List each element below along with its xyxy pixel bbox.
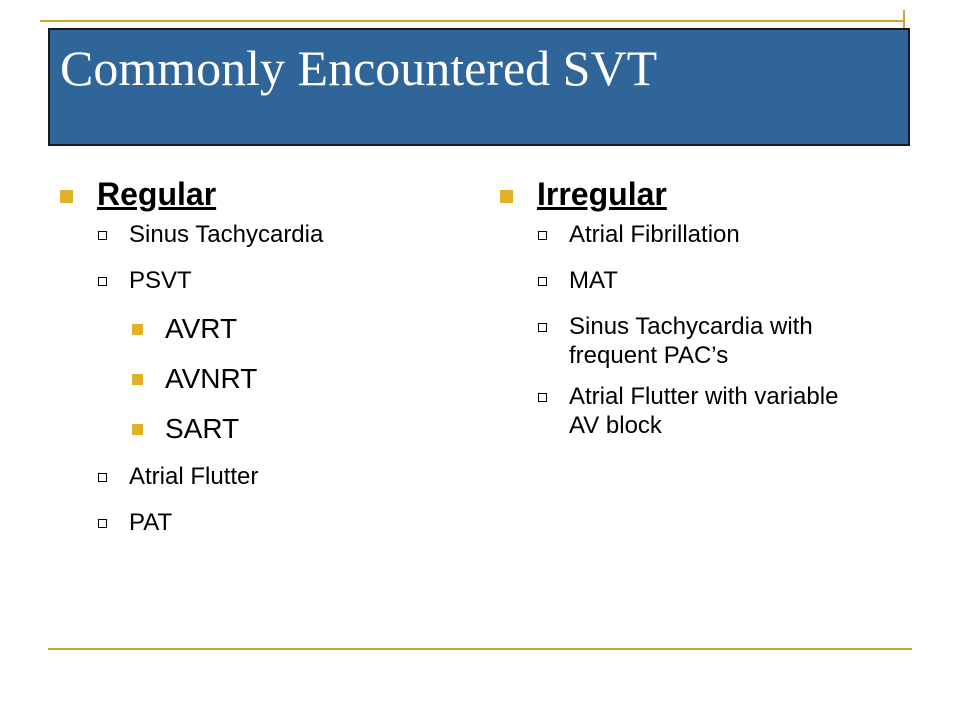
gold-square-bullet-icon <box>60 190 73 203</box>
list-item-label: MAT <box>569 267 618 294</box>
title-bar <box>48 28 910 146</box>
list-item-pat <box>60 508 460 537</box>
list-item-mat <box>500 266 920 295</box>
list-item-label: Atrial Flutter with variable AV block <box>569 383 839 439</box>
hollow-square-bullet-icon <box>98 473 107 482</box>
list-item-label: Atrial Fibrillation <box>569 221 740 248</box>
hollow-square-bullet-icon <box>98 231 107 240</box>
psvt-subitem-avnrt <box>60 362 460 396</box>
irregular-heading <box>500 172 920 218</box>
irregular-heading-label: Irregular <box>537 176 667 212</box>
gold-square-bullet-icon <box>500 190 513 203</box>
bottom-gold-rule <box>48 648 912 650</box>
list-item-psvt <box>60 266 460 295</box>
gold-square-bullet-icon <box>132 424 143 435</box>
hollow-square-bullet-icon <box>98 519 107 528</box>
subitem-label: AVNRT <box>165 363 258 394</box>
psvt-subitem-avrt <box>60 312 460 346</box>
hollow-square-bullet-icon <box>538 231 547 240</box>
list-item-atrial-flutter-av-block <box>500 382 859 440</box>
regular-heading <box>60 172 460 218</box>
list-item-sinus-tachy-pacs <box>500 312 869 370</box>
list-item-label: PSVT <box>129 267 192 294</box>
subitem-label: AVRT <box>165 313 238 344</box>
irregular-column <box>500 172 920 457</box>
list-item-atrial-fibrillation <box>500 220 920 249</box>
subitem-label: SART <box>165 413 240 444</box>
list-item-sinus-tachycardia <box>60 220 460 249</box>
list-item-label: Sinus Tachycardia with frequent PAC’s <box>569 313 813 369</box>
gold-square-bullet-icon <box>132 374 143 385</box>
hollow-square-bullet-icon <box>538 393 547 402</box>
list-item-atrial-flutter <box>60 462 460 491</box>
top-gold-rule <box>40 20 904 22</box>
hollow-square-bullet-icon <box>98 277 107 286</box>
list-item-label: Atrial Flutter <box>129 463 259 490</box>
psvt-subitem-sart <box>60 412 460 446</box>
hollow-square-bullet-icon <box>538 277 547 286</box>
slide-title: Commonly Encountered SVT <box>60 40 658 96</box>
gold-square-bullet-icon <box>132 324 143 335</box>
regular-column <box>60 172 460 554</box>
hollow-square-bullet-icon <box>538 323 547 332</box>
list-item-label: PAT <box>129 509 173 536</box>
regular-heading-label: Regular <box>97 176 217 212</box>
list-item-label: Sinus Tachycardia <box>129 221 324 248</box>
